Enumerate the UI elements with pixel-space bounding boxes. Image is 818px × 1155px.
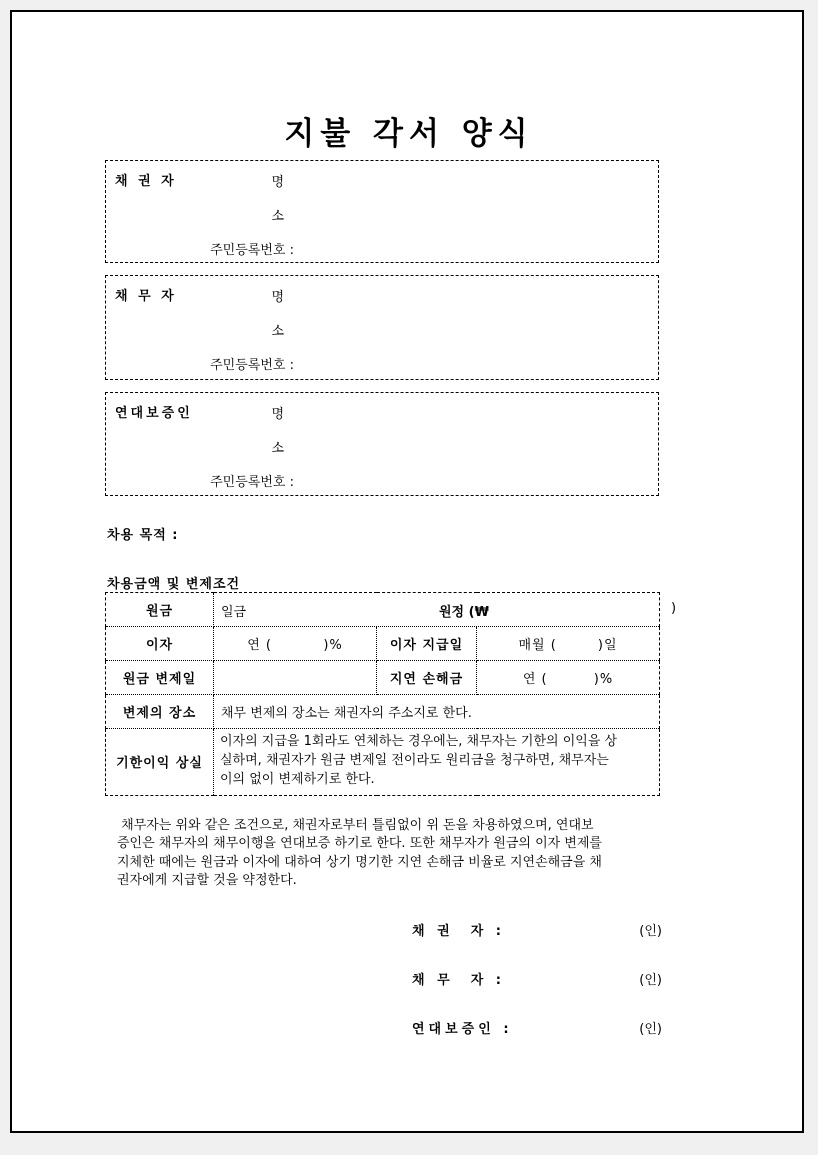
party-box-debtor <box>105 275 659 380</box>
cell-late-fee-label: 지연 손해금 <box>377 661 477 695</box>
party-address-label-debtor: 소 <box>271 324 284 339</box>
signature-label-debtor: 채 무 자 : <box>412 973 505 988</box>
party-name-label-creditor: 명 <box>271 175 284 190</box>
table-row <box>106 627 660 661</box>
terms-section-heading: 차용금액 및 변제조건 <box>107 577 241 592</box>
cell-interest-value[interactable]: 연 ( )% <box>214 627 377 661</box>
party-name-label-debtor: 명 <box>271 290 284 305</box>
seal-mark-debtor: (인) <box>639 973 662 988</box>
cell-place-value: 채무 변제의 장소는 채권자의 주소지로 한다. <box>214 695 660 729</box>
agreement-line-2: 증인은 채무자의 채무이행을 연대보증 하기로 한다. 또한 채무자가 원금의 이자 변제를 <box>117 836 602 852</box>
page-title: 지불 각서 양식 <box>284 116 534 152</box>
loan-purpose-label: 차용 목적 : <box>107 528 179 543</box>
cell-late-fee-value[interactable]: 연 ( )% <box>477 661 660 695</box>
cell-interest-date-label: 이자 지급일 <box>377 627 477 661</box>
party-box-surety <box>105 392 659 496</box>
party-address-label-surety: 소 <box>271 441 284 456</box>
document-sheet <box>12 12 806 1135</box>
table-row <box>106 661 660 695</box>
principal-close-paren: ) <box>671 601 677 616</box>
party-rrn-label-debtor: 주민등록번호 : <box>210 358 294 373</box>
cell-principal-amount <box>214 593 677 627</box>
party-rrn-label-surety: 주민등록번호 : <box>210 475 294 490</box>
party-rrn-label-creditor: 주민등록번호 : <box>210 243 294 258</box>
party-box-creditor <box>105 160 659 263</box>
table-row <box>106 593 660 627</box>
agreement-line-3: 지체한 때에는 원금과 이자에 대하여 상기 명기한 지연 손해금 비율로 지연손해금을 채 <box>117 854 602 870</box>
terms-table <box>105 592 677 796</box>
signature-label-creditor: 채 권 자 : <box>412 924 505 939</box>
signature-label-surety: 연대보증인 : <box>412 1022 513 1037</box>
cell-principal-label: 원금 <box>106 593 214 627</box>
table-row <box>106 729 660 796</box>
table-row <box>106 695 660 729</box>
seal-mark-creditor: (인) <box>639 924 662 939</box>
party-role-label-debtor: 채 무 자 <box>115 289 177 304</box>
agreement-paragraph <box>107 817 661 891</box>
cell-principal-due-label: 원금 변제일 <box>106 661 214 695</box>
principal-ilgeum-label: 일금 <box>221 605 247 620</box>
agreement-line-1: 채무자는 위와 같은 조건으로, 채권자로부터 틀림없이 위 돈을 차용하였으며, 연대보 <box>117 818 594 833</box>
cell-place-label: 변제의 장소 <box>106 695 214 729</box>
cell-interest-date-value[interactable]: 매월 ( )일 <box>477 627 660 661</box>
cell-principal-due-value[interactable] <box>214 661 377 695</box>
seal-mark-surety: (인) <box>639 1022 662 1037</box>
cell-forfeiture-label: 기한이익 상실 <box>106 729 214 796</box>
party-address-label-creditor: 소 <box>271 209 284 224</box>
cell-forfeiture-text <box>214 729 660 796</box>
agreement-line-4: 권자에게 지급할 것을 약정한다. <box>117 873 297 889</box>
party-role-label-surety: 연대보증인 <box>115 406 193 421</box>
forfeiture-line-1: 이자의 지급을 1회라도 연체하는 경우에는, 채무자는 기한의 이익을 상 <box>220 734 618 749</box>
document-page <box>10 10 804 1133</box>
party-role-label-creditor: 채 권 자 <box>115 174 177 189</box>
forfeiture-line-3: 이의 없이 변제하기로 한다. <box>220 771 375 787</box>
cell-interest-label: 이자 <box>106 627 214 661</box>
principal-won-label: 원정 (₩ <box>439 605 489 620</box>
forfeiture-line-2: 실하며, 채권자가 원금 변제일 전이라도 원리금을 청구하면, 채무자는 <box>220 752 609 768</box>
party-name-label-surety: 명 <box>271 407 284 422</box>
